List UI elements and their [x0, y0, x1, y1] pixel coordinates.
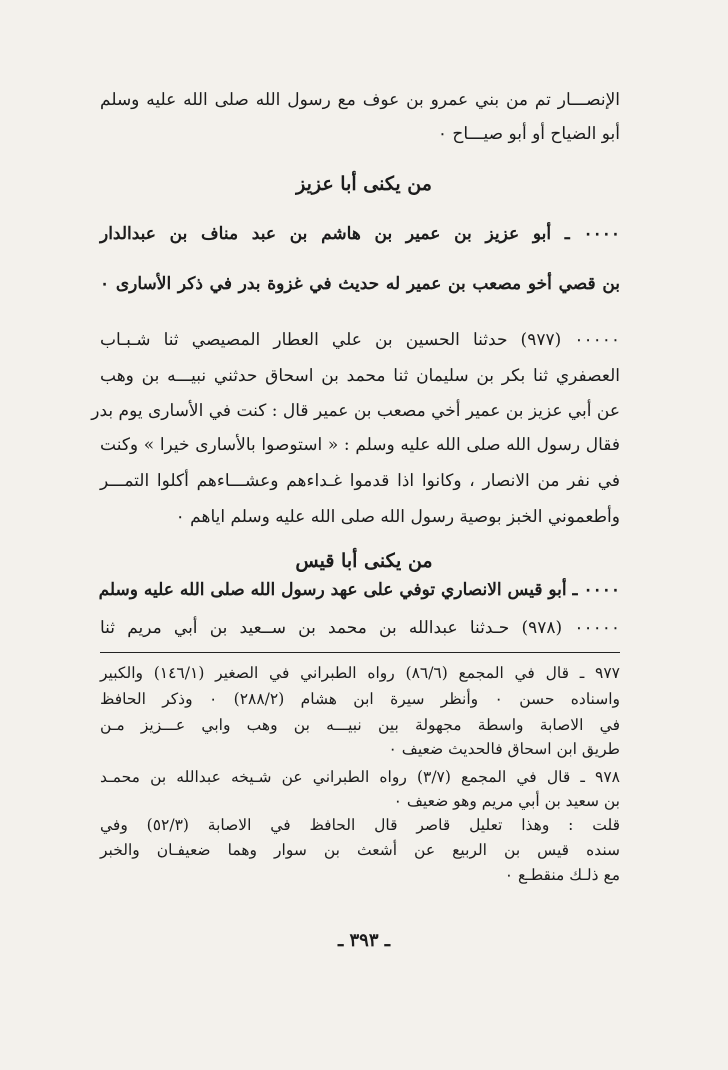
footnote-line: سنده قيس بن الربيع عن أشعث بن سوار وهما ضعيفـان والخبر — [100, 841, 620, 859]
text-line: أبو الضياح أو أبو صيـــاح ٠ — [437, 124, 620, 144]
text-line: الإنصـــار تم من بني عمرو بن عوف مع رسول الله صلى الله عليه وسلم — [100, 90, 620, 110]
footnote-line: ٩٧٧ ـ قال في المجمع (٨٦/٦) رواه الطبراني في الصغير (١٤٦/١) والكبير — [100, 664, 620, 682]
section-heading: من يكنى أبا عزيز — [296, 173, 432, 195]
footnote-line: ٩٧٨ ـ قال في المجمع (٣/٧) رواه الطبراني عن شـيخه عبدالله بن محمـد — [100, 768, 621, 786]
footnote-line: مع ذلـك منقطـع ٠ — [504, 866, 620, 884]
footnote-line: بن سعيد بن أبي مريم وهو ضعيف ٠ — [393, 792, 620, 810]
entry-title-line: ٠٠٠٠ ـ أبو قيس الانصاري توفي على عهد رسول الله صلى الله عليه وسلم — [98, 580, 620, 600]
footnote-line: طريق ابن اسحاق فالحديث ضعيف ٠ — [388, 740, 620, 758]
footnote-line: في الاصابة واسطة مجهولة بين نبيـــه بن وهب وابي عـــزيز مـن — [100, 716, 620, 734]
hadith-line: في نفر من الانصار ، وكانوا اذا قدموا غـداءهم وعشـــاءهم أكلوا التمـــر — [100, 471, 620, 491]
page-number: ـ ٣٩٣ ـ — [337, 930, 391, 951]
footnote-rule — [100, 652, 620, 653]
footnote-line: واسناده حسن ٠ وأنظر سيرة ابن هشام (٢٨٨/٢) ٠ وذكر الحافظ — [100, 690, 620, 708]
hadith-line: ٠٠٠٠٠ (٩٧٨) حـدثنا عبدالله بن محمد بن ســعيد بن أبي مريم ثنا — [100, 618, 620, 638]
hadith-line: فقال رسول الله صلى الله عليه وسلم : « استوصوا بالأسارى خيرا » وكنت — [100, 435, 620, 455]
hadith-line: العصفري ثنا بكر بن سليمان ثنا محمد بن اسحاق حدثني نبيـــه بن وهب — [100, 366, 620, 386]
section-heading: من يكنى أبا قيس — [295, 550, 433, 572]
entry-title-line: بن قصي أخو مصعب بن عمير له حديث في غزوة بدر في ذكر الأسارى ٠ — [100, 274, 620, 294]
hadith-line: ٠٠٠٠٠ (٩٧٧) حدثنا الحسين بن علي العطار المصيصي ثنا شـبـاب — [100, 330, 620, 350]
footnote-line: قلت : وهذا تعليل قاصر قال الحافظ في الاصابة (٥٢/٣) وفي — [100, 816, 620, 834]
hadith-line: وأطعموني الخبز بوصية رسول الله صلى الله عليه وسلم اياهم ٠ — [175, 507, 620, 527]
entry-title-line: ٠٠٠٠ ـ أبو عزيز بن عمير بن هاشم بن عبد مناف بن عبدالدار — [100, 224, 620, 244]
hadith-line: عن أبي عزيز بن عمير أخي مصعب بن عمير قال : كنت في الأسارى يوم بدر — [91, 401, 620, 421]
